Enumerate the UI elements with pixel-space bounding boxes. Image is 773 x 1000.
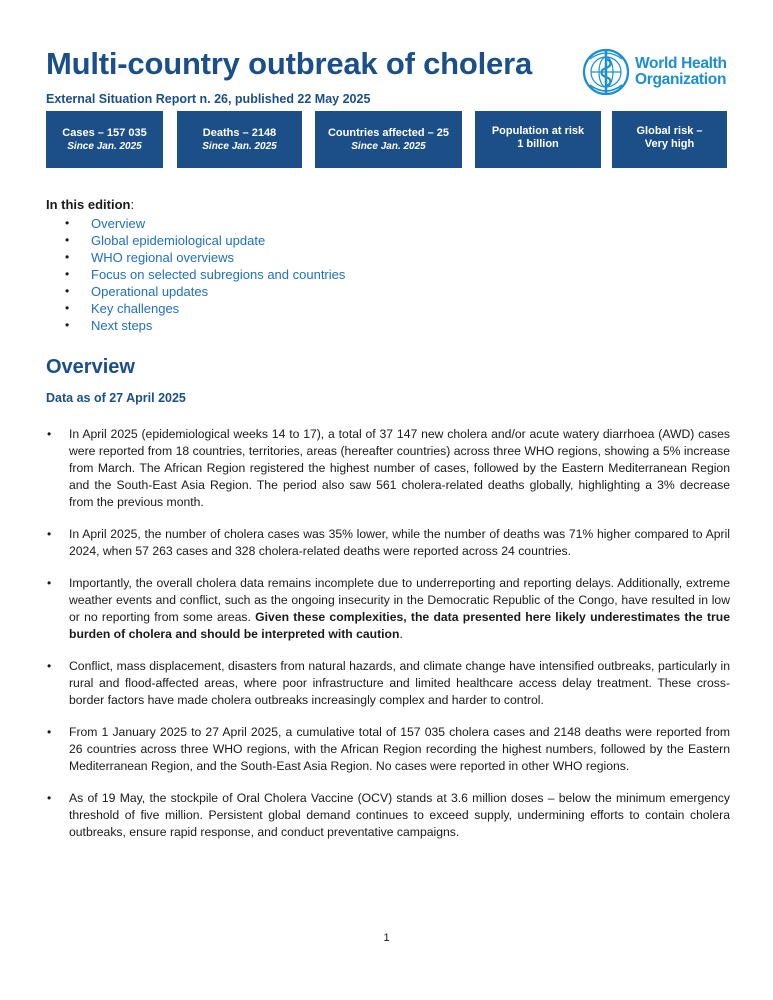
page-title: Multi-country outbreak of cholera [46,46,532,81]
stat-population-value: 1 billion [517,138,559,150]
overview-bullets [46,426,730,856]
stat-population [475,111,601,168]
overview-bullet: • As of 19 May, the stockpile of Oral Cholera Vaccine (OCV) stands at 3.6 million doses – below the minimum emergency threshold of five million. Persistent global demand continues to exceed supply, undermining efforts to contain cholera outbreaks, ensure rapid response, and conduct preventative campaigns. [46,790,730,841]
stat-population-label: Population at risk [491,125,585,137]
who-name-line2: Organization [635,71,727,88]
who-emblem-icon [581,47,631,97]
edition-heading: In this edition: [46,197,135,212]
data-as-of: Data as of 27 April 2025 [46,391,186,405]
edition-link-operational-updates[interactable]: • Operational updates [46,283,345,300]
overview-bullet: • Importantly, the overall cholera data remains incomplete due to underreporting and reporting delays. Additionally, extreme weather events and conflict, such as the ongoing insecurity in the Democratic Republic of the Congo, have resulted in low or no reporting from some areas. Given these complexities, the data presented here likely underestimates the true burden of cholera and should be interpreted with caution. [46,575,730,643]
stat-countries-sub: Since Jan. 2025 [351,141,426,152]
stat-cases [46,111,163,168]
edition-list [46,215,345,334]
edition-link-overview[interactable]: • Overview [46,215,345,232]
stat-deaths-sub: Since Jan. 2025 [202,141,277,152]
overview-bullet: • Conflict, mass displacement, disasters from natural hazards, and climate change have intensified outbreaks, particularly in rural and flood-affected areas, where poor infrastructure and limited healthcare access delay treatment. These cross-border factors have made cholera outbreaks increasingly complex and harder to control. [46,658,730,709]
stat-deaths-label: Deaths – 2148 [202,127,277,139]
edition-contents [46,197,345,334]
overview-bullet: • In April 2025, the number of cholera cases was 35% lower, while the number of deaths was 71% higher compared to April 2024, when 57 263 cases and 328 cholera-related deaths were reported across 24 countries. [46,526,730,560]
stat-risk-label: Global risk – [636,125,703,137]
report-subtitle: External Situation Report n. 26, published 22 May 2025 [46,92,371,106]
edition-link-global-update[interactable]: • Global epidemiological update [46,232,345,249]
edition-link-key-challenges[interactable]: • Key challenges [46,300,345,317]
stat-cases-label: Cases – 157 035 [62,127,147,139]
stat-cases-sub: Since Jan. 2025 [67,141,142,152]
overview-title: Overview [46,356,135,378]
page-number: 1 [383,932,390,944]
overview-bullet: • From 1 January 2025 to 27 April 2025, a cumulative total of 157 035 cholera cases and 2148 deaths were reported from 26 countries across three WHO regions, with the African Region recording the highest numbers, followed by the Eastern Mediterranean Region, and the South-East Asia Region. No cases were reported in other WHO regions. [46,724,730,775]
stat-deaths [177,111,302,168]
stat-countries-label: Countries affected – 25 [327,127,450,139]
edition-link-subregions[interactable]: • Focus on selected subregions and countries [46,266,345,283]
who-logo[interactable] [581,47,731,97]
stat-risk-value: Very high [644,138,695,150]
edition-link-next-steps[interactable]: • Next steps [46,317,345,334]
stat-countries [315,111,462,168]
stat-risk [612,111,727,168]
edition-link-regional-overviews[interactable]: • WHO regional overviews [46,249,345,266]
who-name-line1: World Health [635,55,727,72]
overview-bullet: • In April 2025 (epidemiological weeks 14 to 17), a total of 37 147 new cholera and/or acute watery diarrhoea (AWD) cases were reported from 18 countries, territories, areas (hereafter countries) across three WHO regions, showing a 5% increase from March. The African Region registered the highest number of cases, followed by the Eastern Mediterranean Region and the South-East Asia Region. The period also saw 561 cholera-related deaths globally, highlighting a 3% decrease from the previous month. [46,426,730,511]
